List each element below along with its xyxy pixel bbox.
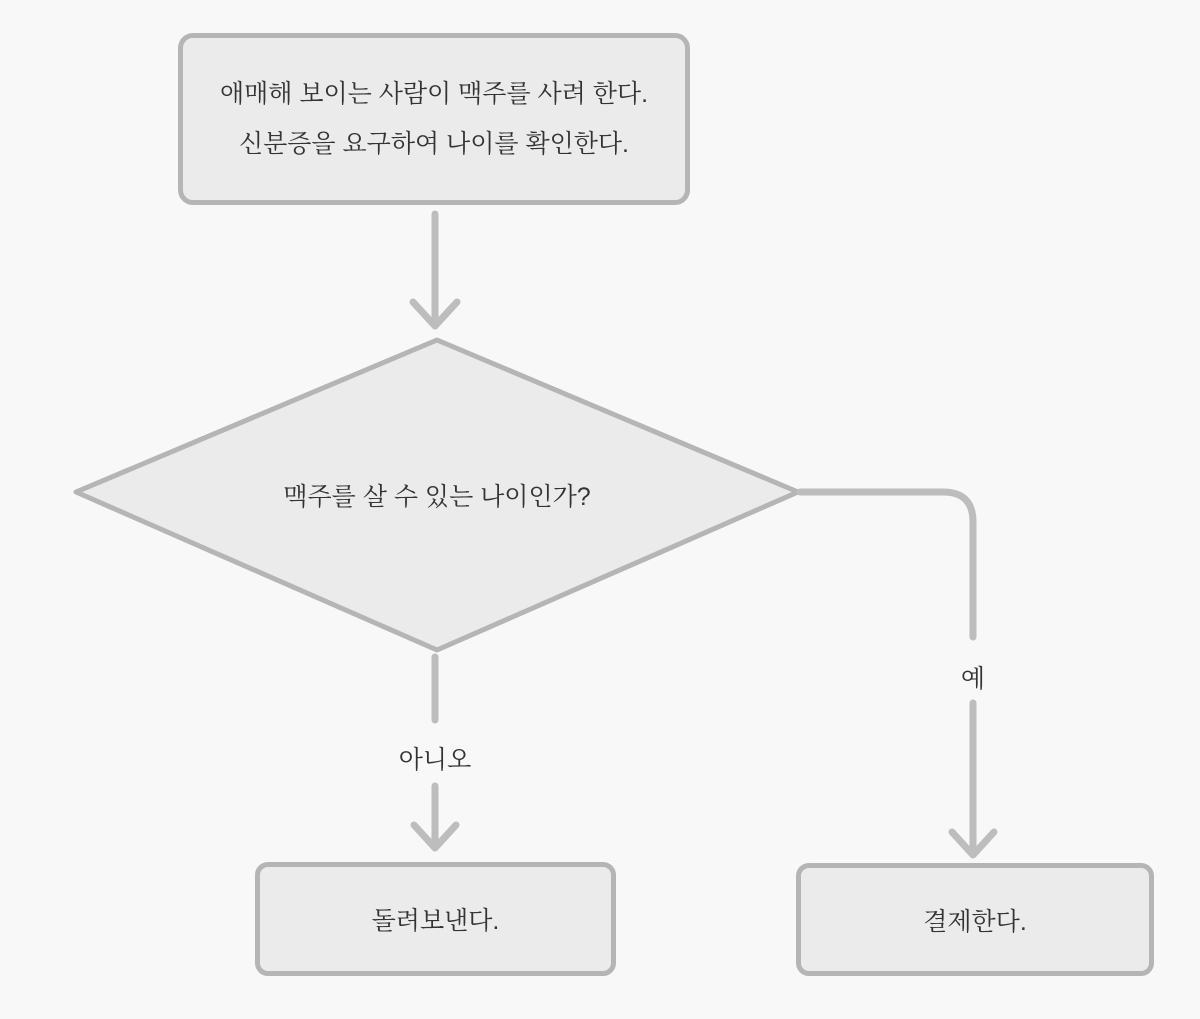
arrow-start-to-decision: [413, 214, 457, 326]
no-result-node: [255, 862, 616, 976]
branch-label-yes: 예: [960, 665, 986, 693]
edge-decision-to-yes-label: [800, 492, 973, 637]
yes-result-node-label: 결제한다.: [923, 907, 1027, 936]
arrow-yes-label-to-yes-box: [952, 703, 994, 855]
branch-label-no: 아니오: [398, 746, 472, 774]
start-node-line1: 애매해 보이는 사람이 맥주를 사려 한다.: [219, 80, 649, 108]
no-result-node-label: 돌려보낸다.: [371, 907, 500, 935]
start-node: [178, 33, 690, 205]
yes-result-node: [796, 863, 1154, 976]
arrow-no-label-to-no-box: [414, 786, 456, 848]
start-node-line2: 신분증을 요구하여 나이를 확인한다.: [238, 130, 630, 158]
decision-node-label: 맥주를 살 수 있는 나이인가?: [283, 483, 591, 511]
